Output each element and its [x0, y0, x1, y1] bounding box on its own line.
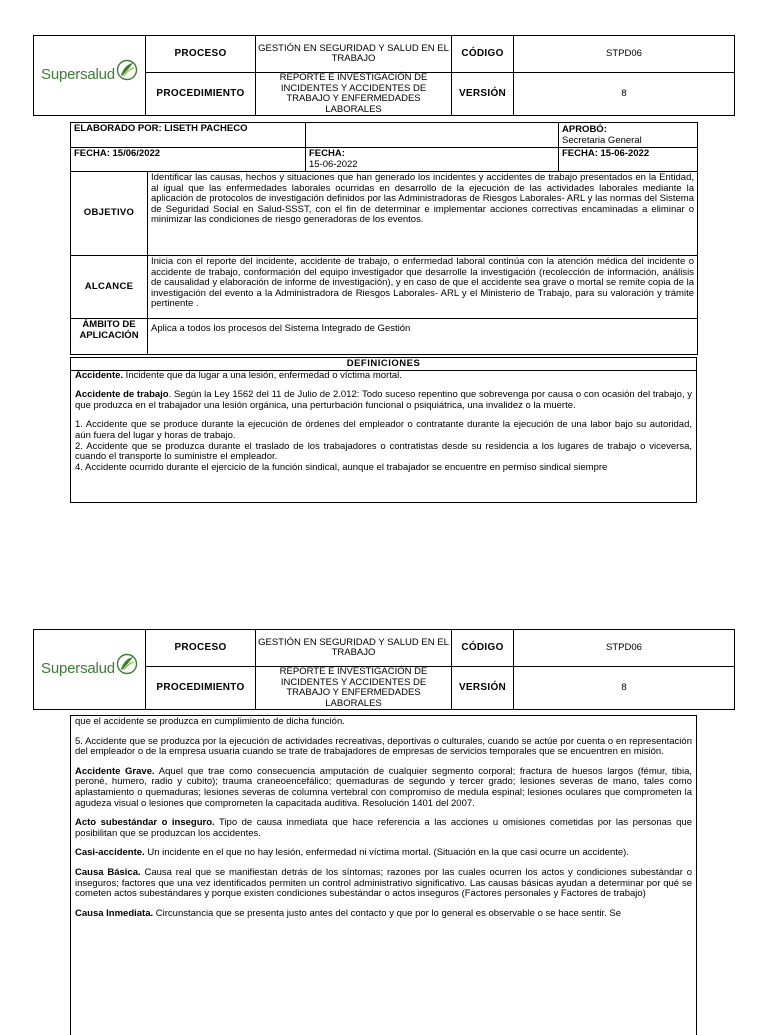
procedimiento-label: PROCEDIMIENTO — [146, 73, 256, 116]
aprobo-label: APROBÓ: — [562, 124, 607, 135]
header-table-page-1 — [33, 35, 735, 116]
def-causa-inmediata: Circunstancia que se presenta justo antes del contacto y que por lo general es observable o se hace sentir. Se — [153, 907, 622, 919]
logo-text: Supersalud — [41, 660, 115, 678]
proceso-value: GESTIÓN EN SEGURIDAD Y SALUD EN EL TRABAJO — [256, 630, 452, 667]
procedimiento-value: REPORTE E INVESTIGACIÓN DE INCIDENTES Y ACCIDENTES DE TRABAJO Y ENFERMEDADES LABORALES — [256, 73, 452, 116]
def-accidente-grave: Aquel que trae como consecuencia amputación de cualquier segmento corporal; fractura de huesos largos (fémur, tibia, peroné, humero, radio y cubito); trauma craneoencefálico; quemaduras de segundo y tercer grado; lesiones severas de mano, tales como aplastamiento o quemaduras; lesiones severas de columna vertebral con compromiso de medula espinal; lesiones oculares que comprometen la agudeza visual o lesiones que comprometen la capacitada auditiva. Resolución 1401 del 2007. — [75, 765, 692, 809]
fecha-revision-cell — [306, 148, 559, 172]
objetivo-text: Identificar las causas, hechos y situaciones que han generado los incidentes y accidentes de trabajo presentados en la Entidad, al igual que las enfermedades laborales ocurridas en desarrollo de la ejecución de las actividades laborales mediante la aplicación de protocolos de investigación definidos por las Administradoras de Riesgos Laborales- ARL y las normas del Sistema de Seguridad Social en Salud-SSST, con el fin de determinar e implementar acciones correctivas encaminadas a eliminar o minimizar las condiciones de riesgo generadoras de los eventos. — [148, 172, 698, 256]
leaf-logo-icon — [116, 653, 138, 675]
proceso-value: GESTIÓN EN SEGURIDAD Y SALUD EN EL TRABAJO — [256, 36, 452, 73]
header-table-page-2 — [33, 629, 735, 710]
logo — [34, 36, 146, 116]
def-casi-accidente: Un incidente en el que no hay lesión, enfermedad ni víctima mortal. (Situación en la que casi ocurre un accidente). — [144, 847, 629, 859]
logo-text: Supersalud — [41, 66, 115, 84]
logo — [34, 630, 146, 710]
procedimiento-value: REPORTE E INVESTIGACIÓN DE INCIDENTES Y ACCIDENTES DE TRABAJO Y ENFERMEDADES LABORALES — [256, 667, 452, 710]
version-value: 8 — [514, 73, 735, 116]
procedimiento-label: PROCEDIMIENTO — [146, 667, 256, 710]
codigo-value: STPD06 — [514, 630, 735, 667]
list-item-5: 5. Accidente que se produzca por la ejecución de actividades recreativas, deportivas o culturales, cuando se actúe por cuenta o en representación del empleador o de la empresa usuaria cuando se trate de trabajadores de empresas de servicios temporales que se encuentren en misión. — [75, 735, 692, 758]
alcance-text: Inicia con el reporte del incidente, accidente de trabajo, o enfermedad laboral continúa con la atención médica del incidente o accidente de trabajo, conformación del equipo investigador que desarrolle la investigación (recolección de información, análisis de causalidad y elaboración de informe de investigación), y en caso de que el accidente sea grave o mortal se remite copia de la investigación del evento a la Administradora de Riesgos Laborales- ARL y el Ministerio de Trabajo, para su valoración y trámite pertinente . — [148, 256, 698, 319]
codigo-label: CÓDIGO — [452, 630, 514, 667]
term-accidente-trabajo: Accidente de trabajo — [75, 389, 169, 401]
fecha-revision-value: 15-06-2022 — [309, 158, 358, 170]
term-causa-inmediata: Causa Inmediata. — [75, 907, 154, 919]
aprobo-value: Secretaria General — [562, 135, 642, 146]
def-accidente: Incidente que da lugar a una lesión, enfermedad o víctima mortal. — [123, 369, 402, 381]
document-info-table — [70, 122, 698, 355]
leaf-logo-icon — [116, 59, 138, 81]
def-acto-subestandar: Tipo de causa inmediata que hace referencia a las acciones u omisiones cometidas por las personas que posibilitan que se produzcan los accidentes. — [75, 817, 693, 839]
list-item-1: 1. Accidente que se produce durante la ejecución de órdenes del empleador o contratante durante la ejecución de una labor bajo su autoridad, aún fuera del lugar y horas de trabajo. — [75, 419, 692, 441]
def-causa-basica: Causa real que se manifiestan detrás de los síntomas; razones por las cuales ocurren los actos y condiciones subestándar o inseguros; factores que una vez identificados permiten un control administrativo significativo. Las causas básicas ayudan a determinar por qué se cometen actos subestándares y porque existen condiciones subestándar o actos inseguros (Factores personales y Factores de trabajo) — [75, 866, 692, 900]
aprobo-cell — [559, 123, 698, 148]
fecha-aprobacion: FECHA: 15-06-2022 — [559, 148, 698, 172]
term-accidente: Accidente. — [75, 369, 124, 381]
term-accidente-grave: Accidente Grave. — [75, 765, 155, 777]
list-item-2: 2. Accidente que se produzca durante el traslado de los trabajadores o contratistas desde su residencia a los lugares de trabajo o viceversa, cuando el transporte lo suministre el empleador. — [75, 440, 692, 463]
definitions-section-page-1 — [70, 357, 697, 503]
empty-cell — [306, 123, 559, 148]
term-casi-accidente: Casi-accidente. — [75, 847, 145, 859]
proceso-label: PROCESO — [146, 36, 256, 73]
ambito-label: ÁMBITO DE APLICACIÓN — [71, 319, 148, 355]
def-accidente-trabajo: . Según la Ley 1562 del 11 de Julio de 2.012: Todo suceso repentino que sobrevenga por causa o con ocasión del trabajo, y que produzca en el trabajador una lesión orgánica, una perturbación funcional o psiquiátrica, una invalidez o la muerte. — [75, 389, 692, 411]
proceso-label: PROCESO — [146, 630, 256, 667]
version-label: VERSIÓN — [452, 667, 514, 710]
objetivo-label: OBJETIVO — [71, 172, 148, 256]
fecha-revision-label: FECHA: — [309, 148, 345, 159]
definitions-title: DEFINICIONES — [71, 359, 696, 371]
fecha-elaboracion: FECHA: 15/06/2022 — [71, 148, 306, 172]
alcance-label: ALCANCE — [71, 256, 148, 319]
version-label: VERSIÓN — [452, 73, 514, 116]
definitions-section-page-2 — [70, 715, 697, 1035]
version-value: 8 — [514, 667, 735, 710]
codigo-value: STPD06 — [514, 36, 735, 73]
codigo-label: CÓDIGO — [452, 36, 514, 73]
list-item-4-continued: que el accidente se produzca en cumplimiento de dicha función. — [75, 716, 345, 727]
term-causa-basica: Causa Básica. — [75, 866, 141, 878]
list-item-4: 4. Accidente ocurrido durante el ejercicio de la función sindical, aunque el trabajador se encuentre en permiso sindical siempre — [75, 461, 608, 473]
elaborado-por: ELABORADO POR: LISETH PACHECO — [71, 123, 306, 148]
term-acto-subestandar: Acto subestándar o inseguro. — [75, 817, 215, 829]
ambito-text: Aplica a todos los procesos del Sistema Integrado de Gestión — [148, 319, 698, 355]
